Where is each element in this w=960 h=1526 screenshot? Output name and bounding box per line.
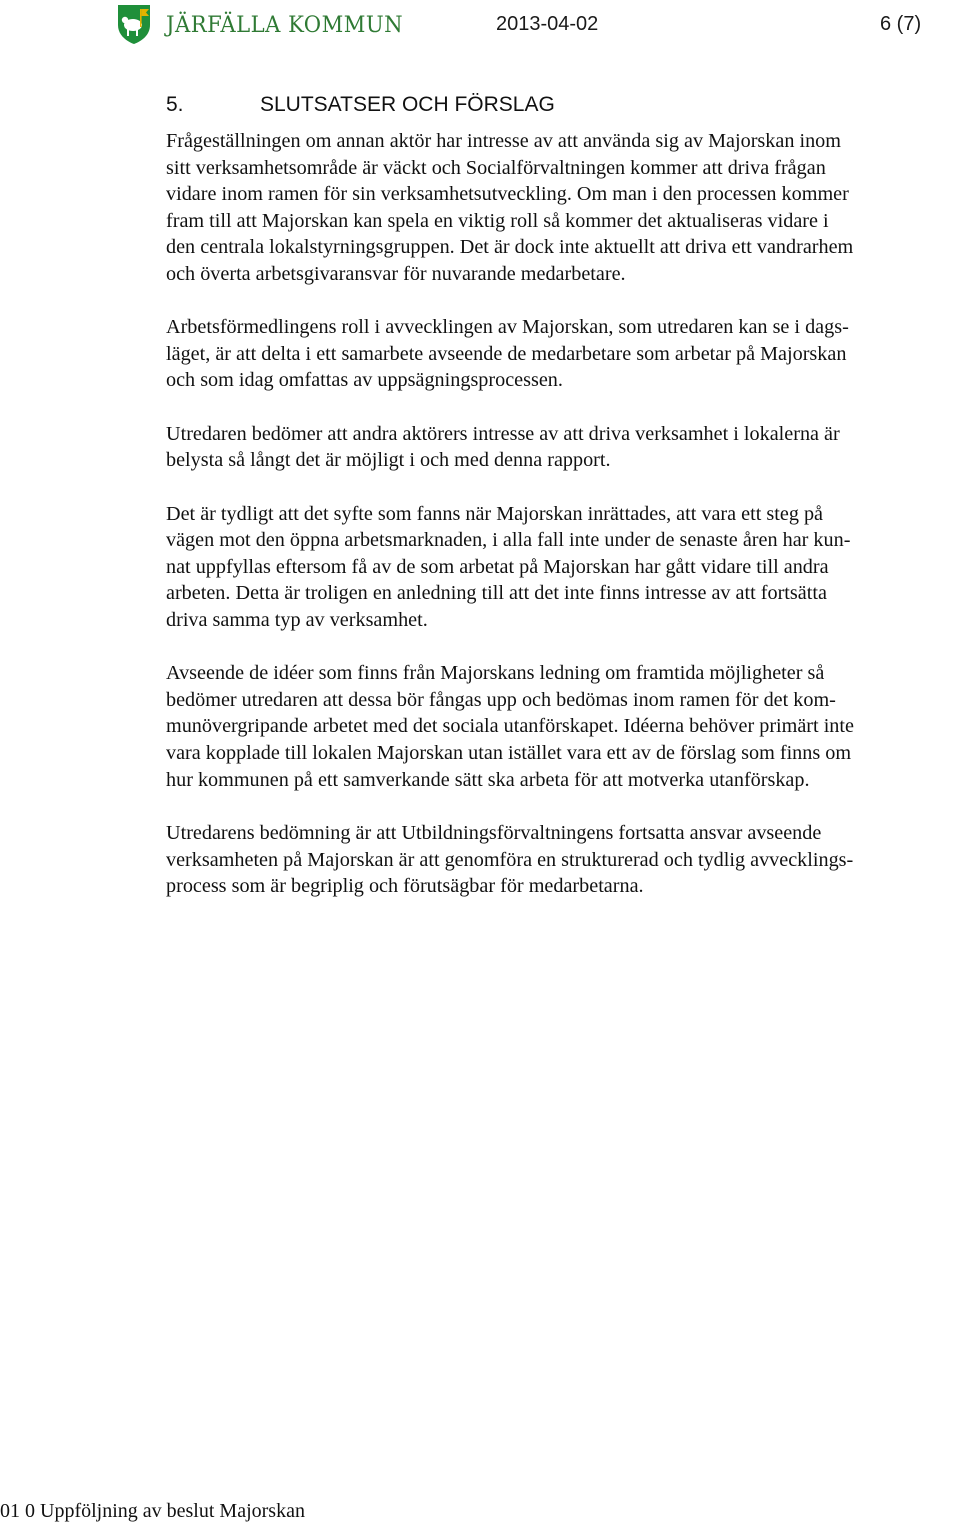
text-line: process som är begriplig och förutsägbar för medarbetarna. (166, 875, 644, 898)
text-line: driva samma typ av verksamhet. (166, 608, 428, 631)
text-line: hur kommunen på ett samverkande sätt ska arbeta för att motverka utanförskap. (166, 768, 810, 791)
text-line: Utredaren bedömer att andra aktörers intresse av att driva verksamhet i lokalerna är (166, 422, 840, 445)
body-text (166, 128, 960, 900)
paragraph-5 (166, 660, 960, 793)
text-line: vara kopplade till lokalen Majorskan utan istället vara ett av de förslag som finns om (166, 742, 852, 765)
paragraph-4 (166, 501, 960, 634)
text-line: vidare inom ramen för sin verksamhetsutveckling. Om man i den processen kommer (166, 183, 849, 206)
text-line: nat uppfyllas eftersom få av de som arbetat på Majorskan har gått vidare till andra (166, 555, 829, 578)
municipality-name: JÄRFÄLLA KOMMUN (166, 12, 404, 38)
text-line: arbeten. Detta är troligen en anledning till att det inte finns intresse av att fortsätta (166, 582, 827, 605)
text-line: Det är tydligt att det syfte som fanns när Majorskan inrättades, att vara ett steg på (166, 502, 824, 525)
paragraph-3 (166, 421, 960, 474)
text-line: och som idag omfattas av uppsägningsprocessen. (166, 369, 563, 392)
paragraph-1 (166, 128, 960, 288)
jarfalla-coat-of-arms-icon (116, 3, 152, 45)
text-line: den centrala lokalstyrningsgruppen. Det är dock inte aktuellt att driva ett vandrarhem (166, 236, 854, 259)
text-line: Frågeställningen om annan aktör har intresse av att använda sig av Majorskan inom (166, 130, 841, 152)
text-line: munövergripande arbetet med det sociala utanförskapet. Idéerna behöver primärt inte (166, 715, 854, 738)
document-date: 2013-04-02 (496, 13, 599, 35)
text-line: vägen mot den öppna arbetsmarknaden, i alla fall inte under de senaste åren har kun- (166, 529, 851, 552)
paragraph-6 (166, 820, 960, 900)
text-line: verksamheten på Majorskan är att genomföra en strukturerad och tydlig avvecklings- (166, 848, 854, 871)
section-heading (166, 90, 555, 120)
text-line: läget, är att delta i ett samarbete avseende de medarbetare som arbetar på Majorskan (166, 342, 847, 365)
text-line: Arbetsförmedlingens roll i avvecklingen av Majorskan, som utredaren kan se i dags- (166, 316, 849, 339)
paragraph-2 (166, 314, 960, 394)
text-line: sitt verksamhetsområde är väckt och Socialförvaltningen kommer att driva frågan (166, 156, 826, 179)
text-line: och överta arbetsgivaransvar för nuvarande medarbetare. (166, 262, 626, 285)
text-line: belysta så långt det är möjligt i och med denna rapport. (166, 449, 611, 472)
text-line: fram till att Majorskan kan spela en viktig roll så kommer det aktualiseras vidare i (166, 209, 829, 232)
page-footer: 01 0 Uppföljning av beslut Majorskan (0, 1500, 305, 1522)
text-line: bedömer utredaren att dessa bör fångas upp och bedömas inom ramen för det kom- (166, 688, 836, 711)
text-line: Avseende de idéer som finns från Majorskans ledning om framtida möjligheter så (166, 662, 825, 685)
section-title: SLUTSATSER OCH FÖRSLAG (260, 93, 555, 116)
section-number: 5. (166, 93, 184, 116)
text-line: Utredarens bedömning är att Utbildningsförvaltningens fortsatta ansvar avseende (166, 821, 822, 844)
page-number: 6 (7) (880, 13, 922, 35)
